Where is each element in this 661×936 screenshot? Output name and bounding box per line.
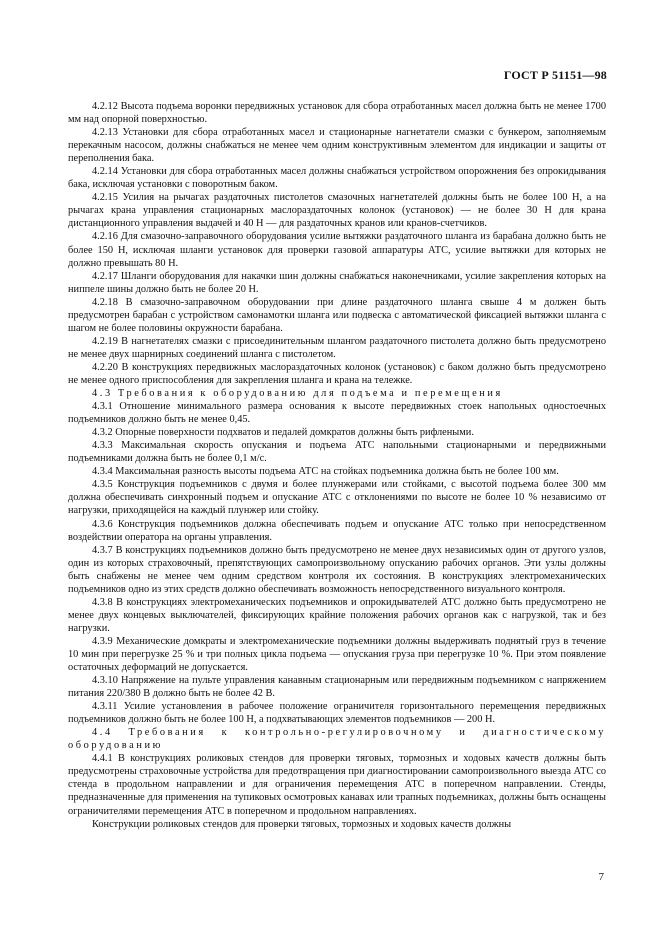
paragraph-4-3-1: 4.3.1 Отношение минимального размера основания к высоте передвижных стоек напольных одностоечных подъемников должно быть не менее 0,45. (68, 401, 606, 426)
paragraph-4-3-4: 4.3.4 Максимальная разность высоты подъема АТС на стойках подъемника должна быть не более 100 мм. (92, 466, 559, 478)
section-heading-4-3: 4.3 Требования к оборудованию для подъема и перемещения (92, 388, 503, 400)
paragraph-4-3-8: 4.3.8 В конструкциях электромеханических подъемников и опрокидывателей АТС должно быть предусмотрено не менее двух концевых выключателей, фиксирующих крайние положения рабочих органов как с нагрузкой, так и без нагрузки. (68, 596, 606, 634)
document-body (68, 100, 606, 831)
paragraph-4-2-13: 4.2.13 Установки для сбора отработанных масел и стационарные нагнетатели смазки с бункером, заполняемым перекачным насосом, должны снабжаться не менее чем одним конструктивным элементом для индикации и защиты от переполнения бака. (68, 127, 606, 165)
paragraph-4-3-10: 4.3.10 Напряжение на пульте управления канавным стационарным или передвижным подъемником с напряжением питания 220/380 В должно быть не более 42 В. (68, 675, 606, 700)
paragraph-4-3-7: 4.3.7 В конструкциях подъемников должно быть предусмотрено не менее двух независимых один от другого узлов, один из которых страховочный, препятствующих самопроизвольному опусканию рабочих органов. Эти узлы должны быть снабжены не менее чем одним средством контроля их состояния. В конструкциях электромеханических подъемников одно из этих средств должно обеспечивать возможность непосредственного визуального контроля. (68, 544, 606, 595)
paragraph-4-3-6: 4.3.6 Конструкция подъемников должна обеспечивать подъем и опускание АТС только при непосредственном воздействии оператора на органы управления. (68, 518, 606, 543)
paragraph-4-4-1: 4.4.1 В конструкциях роликовых стендов для проверки тяговых, тормозных и ходовых качеств должны быть предусмотрены страховочные устройства для предотвращения при диагностировании самопроизвольного выезда АТС со стенда в продольном направлении и для ограничения перемещения АТС в поперечном направлении. Стенды, предназначенные для применения на тупиковых осмотровых канавах или трапных подъемниках, должны быть оснащены ограничителями перемещения АТС в поперечном и продольном направлениях. (68, 753, 606, 817)
paragraph-4-2-19: 4.2.19 В нагнетателях смазки с присоединительным шлангом раздаточного пистолета должно быть предусмотрено не менее двух шарнирных соединений шланга с пистолетом. (68, 335, 606, 360)
paragraph-4-3-2: 4.3.2 Опорные поверхности подхватов и педалей домкратов должны быть рифлеными. (92, 427, 474, 439)
page-number: 7 (598, 871, 604, 883)
paragraph-continuation: Конструкции роликовых стендов для проверки тяговых, тормозных и ходовых качеств должны (92, 818, 512, 830)
paragraph-4-3-9: 4.3.9 Механические домкраты и электромеханические подъемники должны выдерживать поднятый груз в течение 10 мин при перегрузке 25 % и три полных цикла подъема — опускания груза при перегрузке 10 %. При этом появление остаточных деформаций не допускается. (68, 635, 606, 674)
paragraph-4-2-15: 4.2.15 Усилия на рычагах раздаточных пистолетов смазочных нагнетателей должны быть не более 100 Н, а на рычагах крана управления стационарных маслораздаточных колонок (установок) — не более 30 Н для крана дистанционного управления выдачей и 40 Н — для раздаточных кранов или кранов-счетчиков. (68, 192, 606, 230)
paragraph-4-3-3: 4.3.3 Максимальная скорость опускания и подъема АТС напольными стационарными и передвижными подъемниками должна быть не более 0,1 м/с. (68, 440, 606, 465)
section-heading-4-4: 4.4 Требования к контрольно-регулировочному и диагностическому оборудованию (68, 727, 606, 752)
paragraph-4-2-18: 4.2.18 В смазочно-заправочном оборудовании при длине раздаточного шланга свыше 4 м должен быть предусмотрен барабан с устройством самонамотки шланга или подвеска с автоматической фиксацией вытяжки шланга с шагом не более половины окружности барабана. (68, 296, 606, 334)
paragraph-4-2-16: 4.2.16 Для смазочно-заправочного оборудования усилие вытяжки раздаточного шланга из барабана должно быть не более 150 Н, исключая шланги установок для проверки газовой аппаратуры АТС, усилие вытяжки для которых не должно превышать 80 Н. (68, 231, 606, 269)
paragraph-4-2-17: 4.2.17 Шланги оборудования для накачки шин должны снабжаться наконечниками, усилие закрепления которых на ниппеле шины должно быть не более 20 Н. (68, 270, 606, 295)
paragraph-4-3-11: 4.3.11 Усилие установления в рабочее положение ограничителя горизонтального перемещения передвижных подъемников должно быть не более 100 Н, а подхватывающих элементов подъемников — 200 Н. (68, 701, 606, 726)
paragraph-4-2-12: 4.2.12 Высота подъема воронки передвижных установок для сбора отработанных масел должна быть не менее 1700 мм над опорной поверхностью. (68, 101, 606, 126)
document-header: ГОСТ Р 51151—98 (503, 68, 607, 82)
paragraph-4-3-5: 4.3.5 Конструкция подъемников с двумя и более плунжерами или стойками, с высотой подъема более 300 мм должна обеспечивать синхронный подъем и опускание АТС с отклонениями по высоте не более 10 % независимо от нагрузки, приходящейся на каждый плунжер или стойку. (68, 479, 606, 517)
paragraph-4-2-14: 4.2.14 Установки для сбора отработанных масел должны снабжаться устройством опорожнения без опрокидывания бака, исключая установки с поворотным баком. (68, 166, 606, 191)
paragraph-4-2-20: 4.2.20 В конструкциях передвижных маслораздаточных колонок (установок) с баком должно быть предусмотрено не менее одного приспособления для закрепления шланга и крана на тележке. (68, 361, 606, 386)
